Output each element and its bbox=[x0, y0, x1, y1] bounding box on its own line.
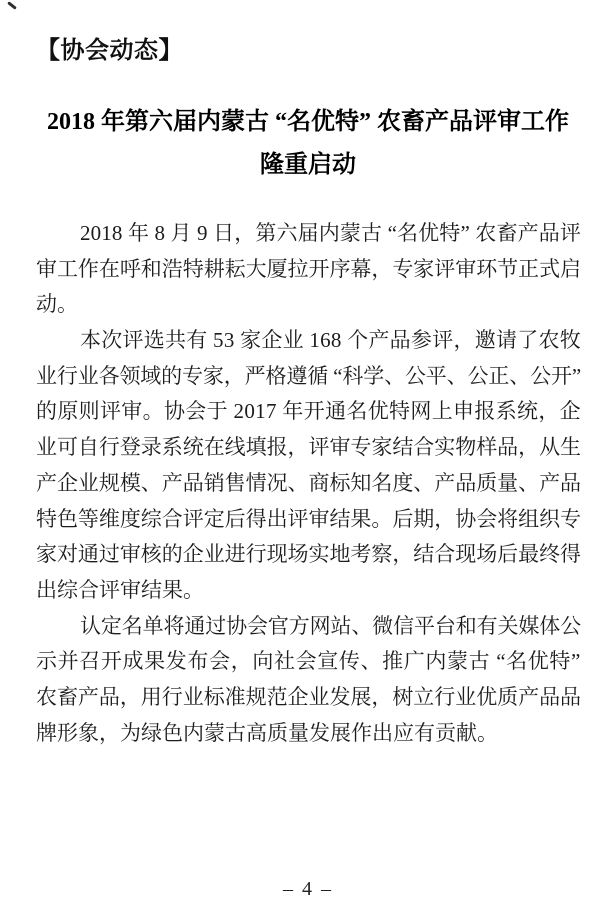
body-line bbox=[36, 323, 581, 359]
body-line-text: 农畜产品，用行业标准规范企业发展，树立行业优质产品品 bbox=[36, 684, 581, 709]
document-title-line-2: 隆重启动 bbox=[260, 152, 356, 178]
body-line-text: 示并召开成果发布会，向社会宣传、推广内蒙古 “名优特” bbox=[36, 649, 581, 674]
body-line-text: 特色等维度综合评定后得出评审结果。后期，协会将组织专 bbox=[36, 506, 581, 531]
body-line bbox=[36, 359, 581, 395]
body-line bbox=[36, 609, 581, 645]
document-body bbox=[36, 216, 581, 751]
page-number: – 4 – bbox=[283, 878, 333, 900]
body-line bbox=[36, 644, 581, 680]
body-line-text: 动。 bbox=[36, 292, 78, 317]
body-line-text: 出综合评审结果。 bbox=[36, 577, 204, 602]
body-line bbox=[36, 716, 581, 752]
document-title-line-1: 2018 年第六届内蒙古 “名优特” 农畜产品评审工作 bbox=[47, 109, 569, 135]
body-line-text: 审工作在呼和浩特耕耘大厦拉开序幕，专家评审环节正式启 bbox=[36, 256, 581, 281]
body-line-text: 2018 年 8 月 9 日，第六届内蒙古 “名优特” 农畜产品评 bbox=[80, 221, 581, 245]
body-line-text: 认定名单将通过协会官方网站、微信平台和有关媒体公 bbox=[80, 613, 581, 638]
body-line-text: 的原则评审。协会于 2017 年开通名优特网上申报系统，企 bbox=[36, 399, 581, 424]
body-line bbox=[36, 537, 581, 573]
body-line bbox=[36, 216, 581, 252]
body-line-text: 业可自行登录系统在线填报，评审专家结合实物样品，从生 bbox=[36, 435, 581, 460]
body-line-text: 本次评选共有 53 家企业 168 个产品参评，邀请了农牧 bbox=[80, 328, 581, 353]
body-line bbox=[36, 430, 581, 466]
body-line-text: 产企业规模、产品销售情况、商标知名度、产品质量、产品 bbox=[36, 470, 581, 495]
scan-artifact bbox=[7, 1, 17, 10]
body-line bbox=[36, 394, 581, 430]
document-title bbox=[0, 101, 616, 187]
body-line bbox=[36, 502, 581, 538]
body-line bbox=[36, 573, 581, 609]
section-label: 【协会动态】 bbox=[36, 37, 183, 64]
body-line bbox=[36, 287, 581, 323]
body-line-text: 业行业各领域的专家，严格遵循 “科学、公平、公正、公开” bbox=[36, 363, 581, 388]
body-line bbox=[36, 466, 581, 502]
body-line-text: 家对通过审核的企业进行现场实地考察，结合现场后最终得 bbox=[36, 542, 581, 567]
body-line bbox=[36, 680, 581, 716]
body-line bbox=[36, 252, 581, 288]
body-line-text: 牌形象，为绿色内蒙古高质量发展作出应有贡献。 bbox=[36, 720, 498, 745]
